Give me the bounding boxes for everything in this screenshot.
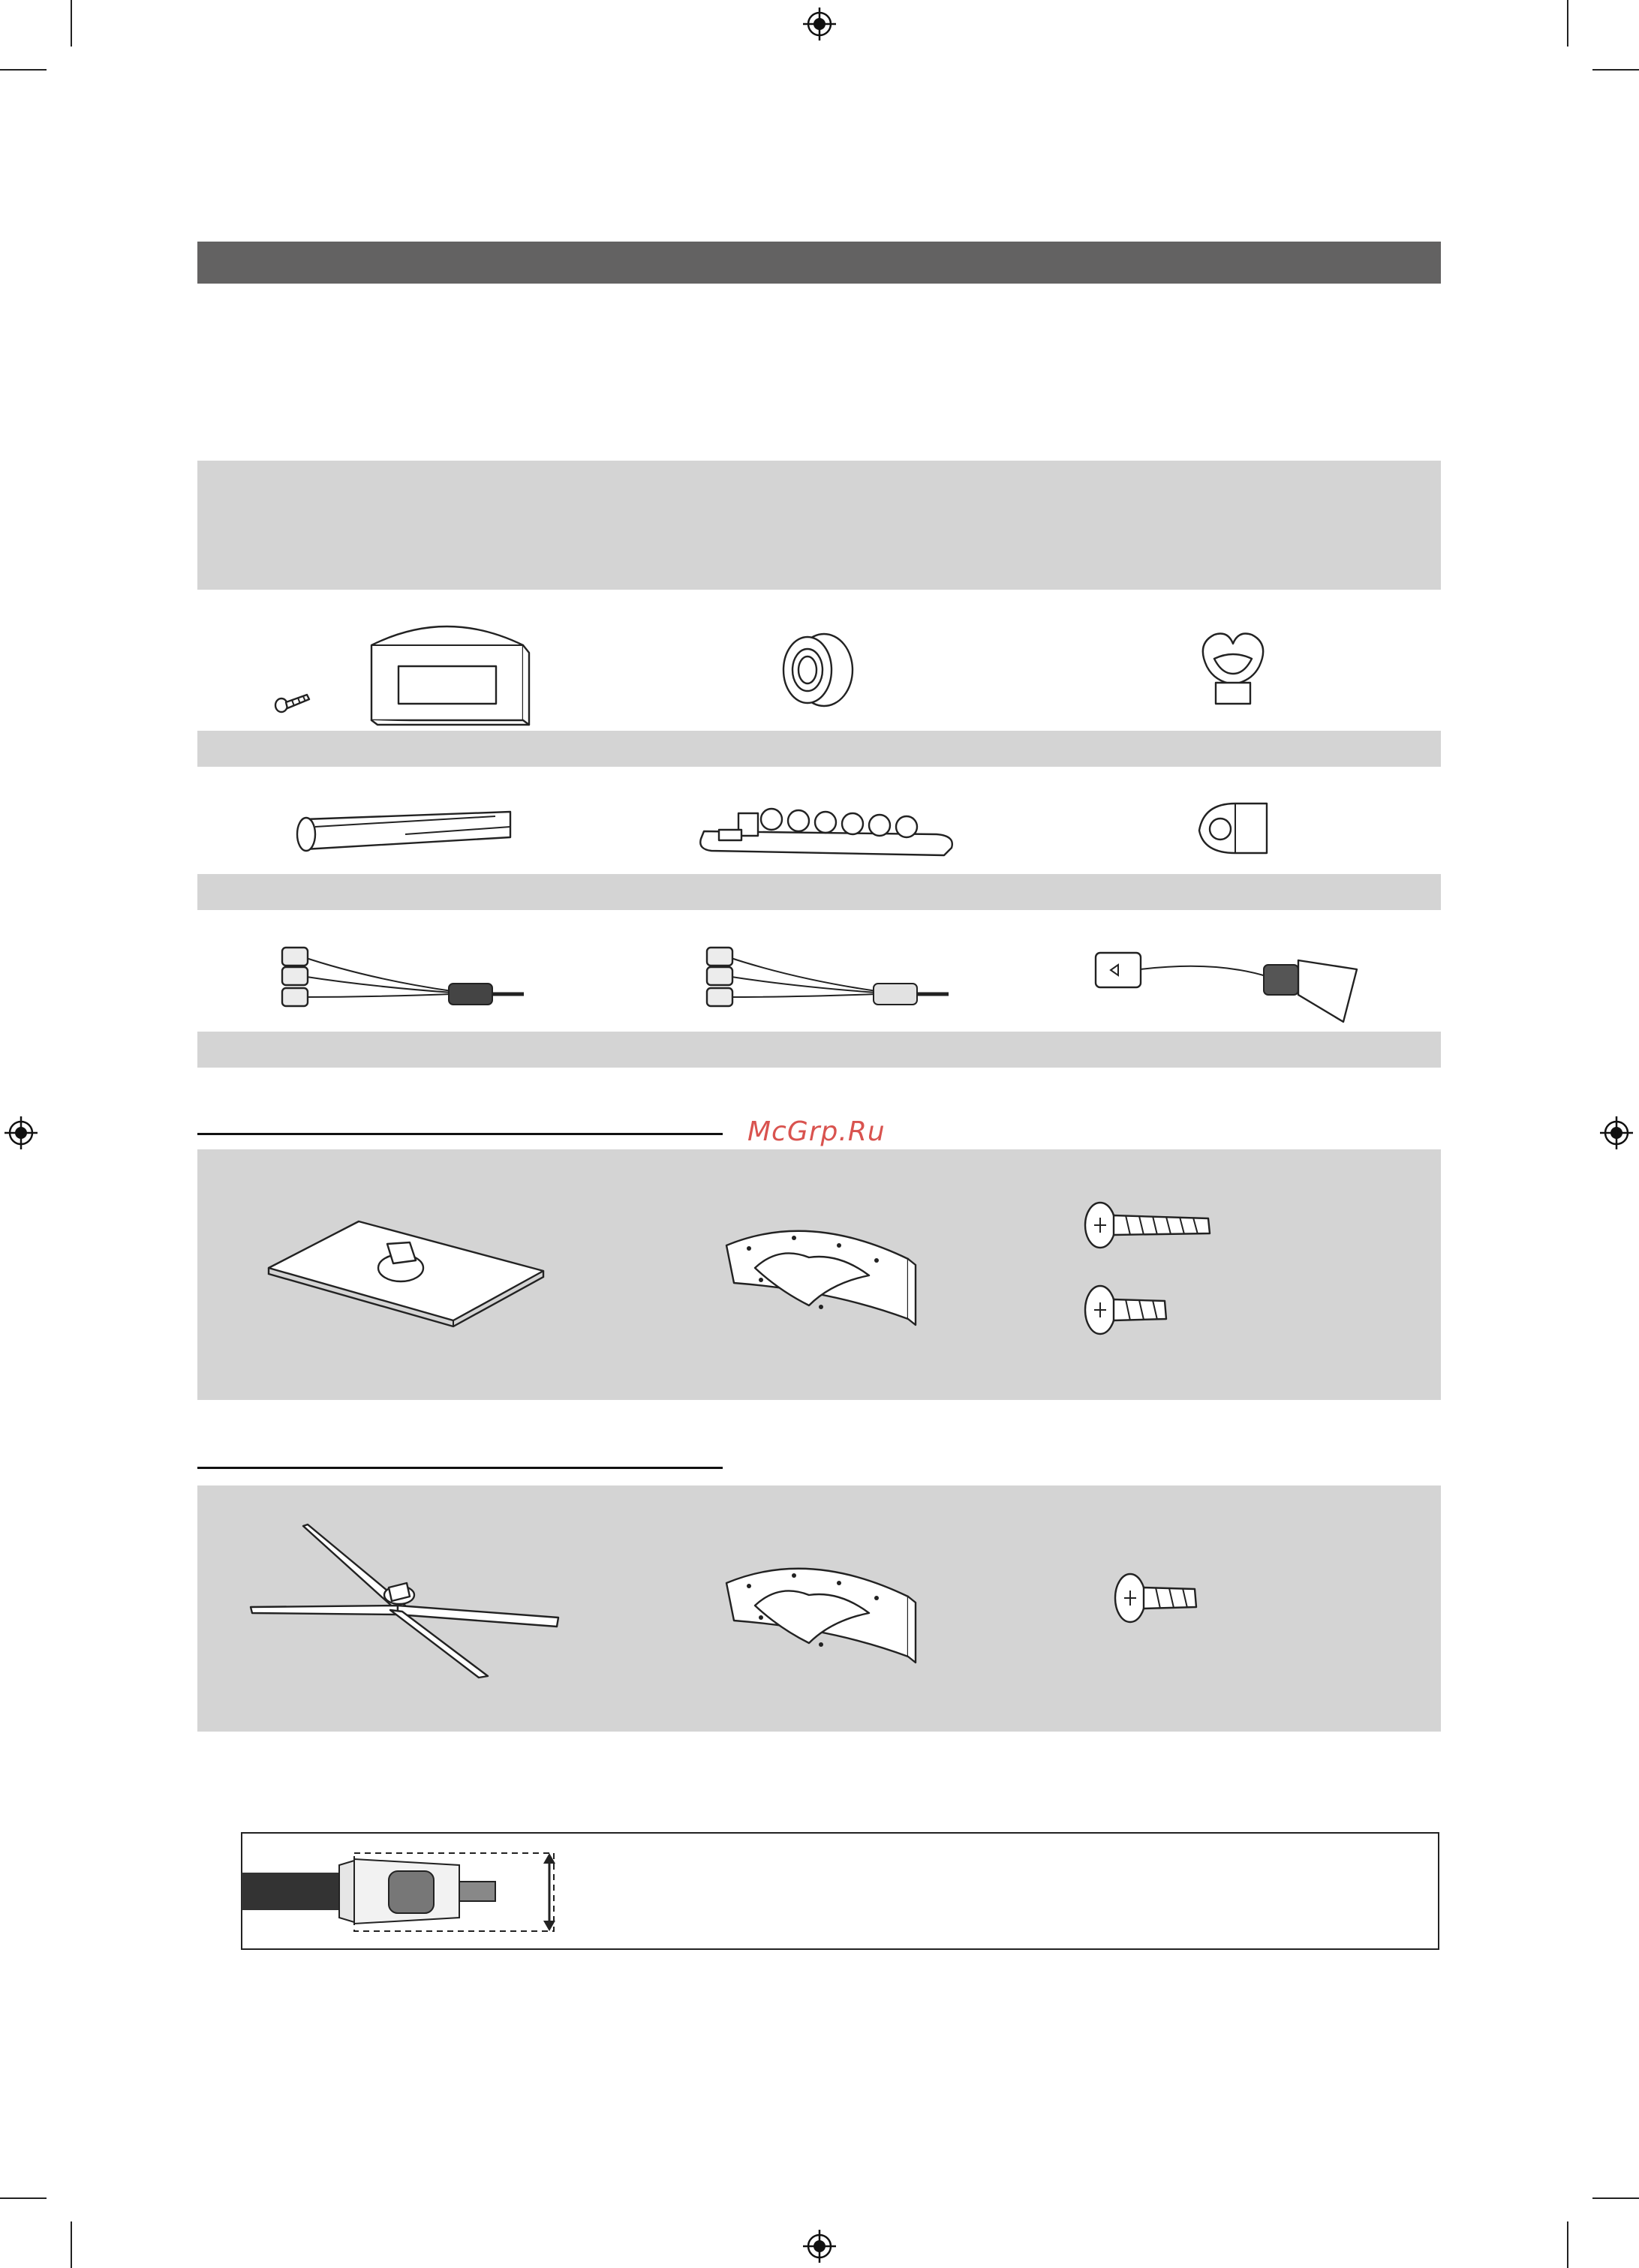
accessories-list-panel	[197, 461, 1441, 590]
cable-tie-icon	[293, 804, 518, 857]
crop-mark	[1567, 0, 1568, 47]
registration-mark-icon	[803, 2230, 836, 2263]
stand-guide-icon	[719, 1553, 922, 1666]
screw-short-icon	[1081, 1280, 1178, 1340]
crop-mark	[71, 2221, 72, 2268]
registration-mark-icon	[803, 8, 836, 41]
cable-holder-icon	[1192, 629, 1274, 711]
crop-mark	[0, 69, 47, 71]
stand-base-icon	[261, 1215, 551, 1328]
av-adapter-icon	[696, 934, 952, 1017]
hdmi-cable-icon	[242, 1846, 572, 1936]
section-header-bar	[197, 242, 1441, 284]
watermark: McGrp.Ru	[747, 1116, 886, 1147]
crop-mark	[71, 0, 72, 47]
crop-mark	[1567, 2221, 1568, 2268]
ferrite-core-icon	[777, 629, 860, 711]
crop-mark	[0, 2197, 47, 2199]
stand-legs-icon	[248, 1523, 563, 1681]
row-caption-strip	[197, 1032, 1441, 1068]
crop-mark	[1592, 2197, 1639, 2199]
screw-short-icon	[1111, 1568, 1208, 1628]
section-rule	[197, 1467, 723, 1469]
wall-mount-cover-icon	[364, 615, 533, 726]
registration-mark-icon	[1600, 1116, 1633, 1149]
section-rule	[197, 1133, 723, 1135]
scart-adapter-icon	[1081, 938, 1366, 1028]
cable-clamp-icon	[1190, 799, 1273, 859]
screw-icon	[274, 689, 311, 714]
holder-ring-icon	[696, 786, 959, 861]
registration-mark-icon	[5, 1116, 38, 1149]
screw-long-icon	[1081, 1199, 1216, 1251]
stand-guide-icon	[719, 1215, 922, 1328]
row-caption-strip	[197, 874, 1441, 910]
component-adapter-icon	[272, 934, 527, 1017]
row-caption-strip	[197, 731, 1441, 767]
crop-mark	[1592, 69, 1639, 71]
